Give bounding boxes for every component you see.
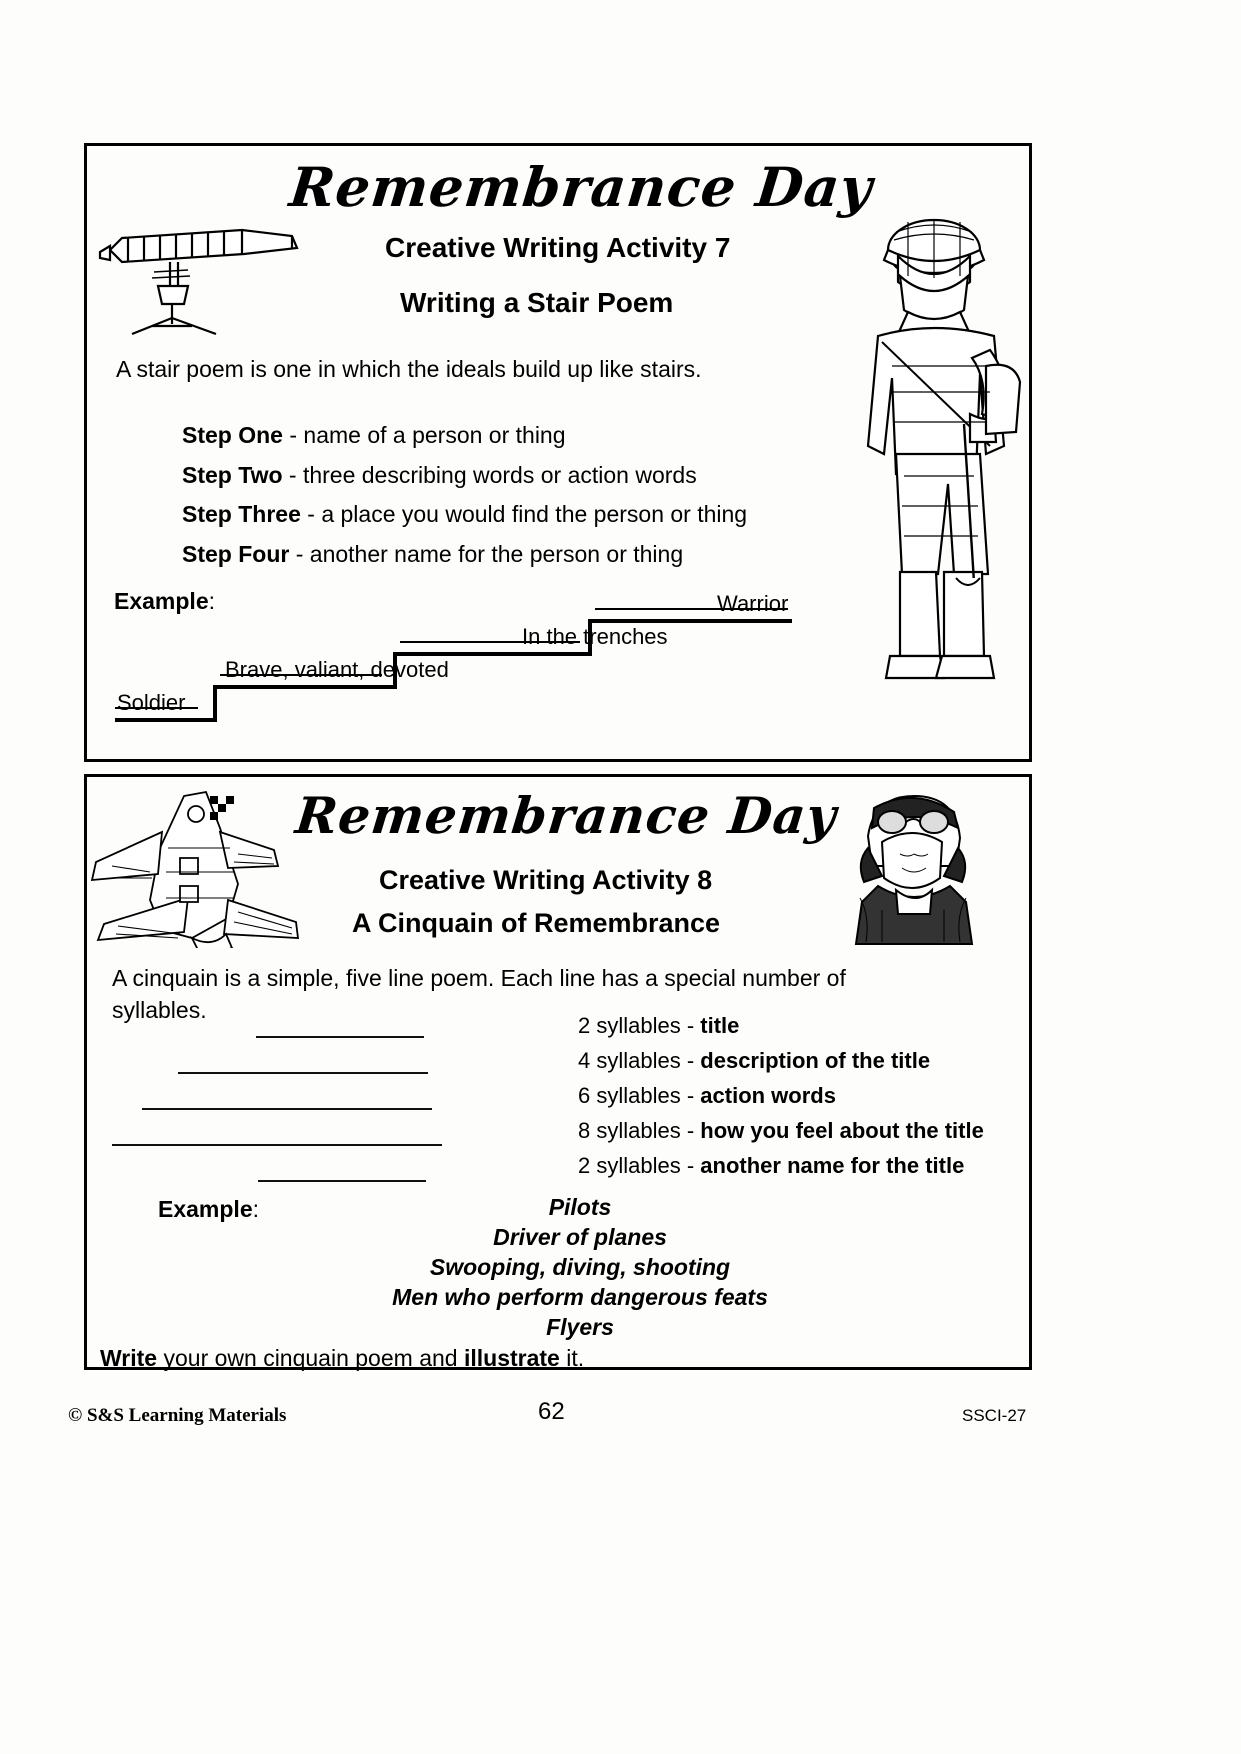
syllable-count: 4 syllables - bbox=[578, 1048, 701, 1073]
syllable-rules-list bbox=[578, 1015, 984, 1190]
step-description: - another name for the person or thing bbox=[295, 540, 684, 567]
stair-label-step-four: Warrior bbox=[717, 591, 789, 616]
poem-line: Swooping, diving, shooting bbox=[429, 1253, 731, 1280]
step-description: - name of a person or thing bbox=[289, 422, 566, 448]
stair-label-step-three: In the trenches bbox=[522, 624, 668, 649]
step-name: Step Four bbox=[182, 540, 290, 567]
stair-label-step-two: Brave, valiant, devoted bbox=[225, 657, 449, 682]
footer-product-code: SSCI-27 bbox=[962, 1406, 1027, 1425]
blank-line-4[interactable] bbox=[112, 1144, 442, 1146]
activity-8-intro: A cinquain is a simple, five line poem. Each line has a special number of syllables. bbox=[112, 965, 846, 1024]
stair-poem-diagram bbox=[110, 580, 910, 725]
syllable-count: 6 syllables - bbox=[578, 1083, 701, 1108]
blank-line-1[interactable] bbox=[256, 1036, 424, 1038]
syllable-meaning: description of the title bbox=[700, 1048, 931, 1073]
example-word: Example bbox=[158, 1196, 253, 1222]
step-item bbox=[182, 537, 747, 572]
activity-8-subtitle: Creative Writing Activity 8 bbox=[379, 865, 713, 895]
step-description: - a place you would find the person or thing bbox=[307, 501, 748, 527]
stair-label-step-one: Soldier bbox=[117, 690, 186, 715]
activity-8-example-label bbox=[158, 1196, 259, 1223]
instruction-bold-start: Write bbox=[100, 1345, 158, 1371]
footer-copyright: © S&S Learning Materials bbox=[68, 1405, 287, 1426]
step-name: Step One bbox=[182, 422, 283, 448]
poem-line: Men who perform dangerous feats bbox=[392, 1283, 768, 1310]
stair-steps-shape bbox=[110, 580, 910, 725]
step-name: Step Two bbox=[182, 461, 283, 488]
syllable-meaning: another name for the title bbox=[700, 1153, 965, 1178]
activity-7-intro: A stair poem is one in which the ideals build up like stairs. bbox=[116, 356, 702, 382]
cinquain-blank-lines bbox=[120, 1020, 570, 1180]
syllable-count: 2 syllables - bbox=[578, 1013, 701, 1038]
stair-outline bbox=[115, 621, 792, 720]
example-colon: : bbox=[252, 1196, 259, 1222]
syllable-meaning: title bbox=[700, 1013, 740, 1038]
syllable-meaning: how you feel about the title bbox=[700, 1118, 984, 1143]
step-item bbox=[182, 418, 747, 453]
syllable-rule bbox=[578, 1015, 984, 1037]
step-item bbox=[182, 497, 747, 532]
syllable-meaning: action words bbox=[700, 1083, 836, 1108]
step-description: - three describing words or action words bbox=[288, 461, 697, 488]
pilot-icon bbox=[838, 790, 988, 945]
activity-7-banner-title: Remembrance Day bbox=[286, 155, 876, 219]
footer-page-number: 62 bbox=[538, 1398, 565, 1425]
soldier-icon bbox=[838, 216, 1038, 686]
instruction-tail: it. bbox=[559, 1345, 585, 1371]
activity-7-subtitle: Creative Writing Activity 7 bbox=[385, 232, 731, 263]
activity-8-banner-title: Remembrance Day bbox=[292, 786, 840, 845]
instruction-middle: your own cinquain poem and bbox=[157, 1345, 464, 1371]
activity-8-instruction bbox=[100, 1345, 584, 1372]
cinquain-example-poem bbox=[300, 1193, 860, 1342]
syllable-rule bbox=[578, 1085, 984, 1107]
step-item bbox=[182, 458, 747, 493]
activity-7-poem-type: Writing a Stair Poem bbox=[400, 287, 674, 318]
syllable-rule bbox=[578, 1120, 984, 1142]
blank-line-3[interactable] bbox=[142, 1108, 432, 1110]
example-colon: : bbox=[208, 588, 215, 614]
poem-line: Flyers bbox=[546, 1313, 614, 1340]
activity-8-poem-type: A Cinquain of Remembrance bbox=[352, 908, 721, 938]
blank-line-2[interactable] bbox=[178, 1072, 428, 1074]
activity-7-steps-list bbox=[182, 418, 747, 576]
syllable-rule bbox=[578, 1050, 984, 1072]
airplane-icon bbox=[88, 788, 323, 948]
syllable-rule bbox=[578, 1155, 984, 1177]
example-word: Example bbox=[114, 588, 209, 614]
syllable-count: 2 syllables - bbox=[578, 1153, 701, 1178]
blank-line-5[interactable] bbox=[258, 1180, 426, 1182]
poem-line: Pilots bbox=[548, 1194, 612, 1220]
syllable-count: 8 syllables - bbox=[578, 1118, 701, 1143]
machine-gun-icon bbox=[92, 208, 312, 338]
step-name: Step Three bbox=[182, 501, 301, 527]
poem-line: Driver of planes bbox=[493, 1223, 667, 1250]
instruction-bold-end: illustrate bbox=[463, 1345, 560, 1371]
